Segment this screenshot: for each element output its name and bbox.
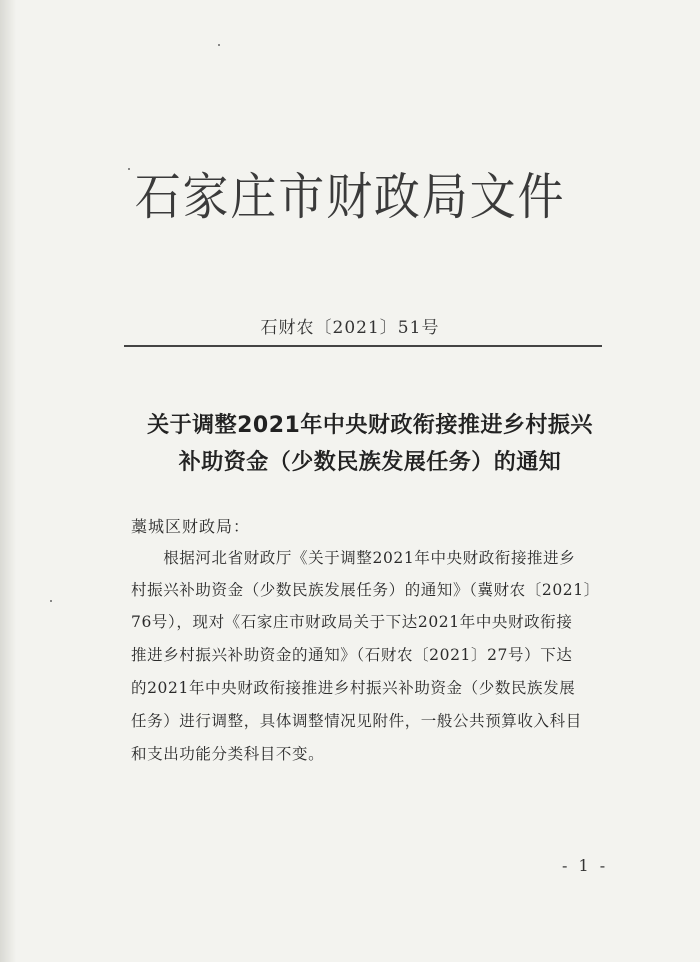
document-number: 石财农〔2021〕51号 <box>260 318 440 338</box>
body-line: 村振兴补助资金（少数民族发展任务）的通知》（冀财农〔2021〕 <box>131 581 600 599</box>
body-line: 76号），现对《石家庄市财政局关于下达2021年中央财政衔接 <box>131 613 573 631</box>
body-line: 推进乡村振兴补助资金的通知》（石财农〔2021〕27号）下达 <box>131 646 573 664</box>
header-divider <box>124 345 602 347</box>
issuer-heading: 石家庄市财政局文件 <box>134 168 566 226</box>
notice-title <box>110 407 630 481</box>
scan-border <box>0 0 16 962</box>
body-line: 根据河北省财政厅《关于调整2021年中央财政衔接推进乡 <box>131 549 576 567</box>
notice-title-line: 关于调整2021年中央财政衔接推进乡村振兴 <box>147 413 593 438</box>
body-line: 的2021年中央财政衔接推进乡村振兴补助资金（少数民族发展 <box>131 679 576 697</box>
page-number: - 1 - <box>562 856 609 875</box>
recipient-line: 藁城区财政局： <box>131 517 251 536</box>
body-line: 任务）进行调整，具体调整情况见附件，一般公共预算收入科目 <box>131 712 582 730</box>
scan-speck <box>218 44 220 46</box>
scan-speck <box>128 168 130 170</box>
scan-speck <box>50 600 52 602</box>
body-line: 和支出功能分类科目不变。 <box>131 745 325 763</box>
notice-title-line: 补助资金（少数民族发展任务）的通知 <box>178 450 562 475</box>
